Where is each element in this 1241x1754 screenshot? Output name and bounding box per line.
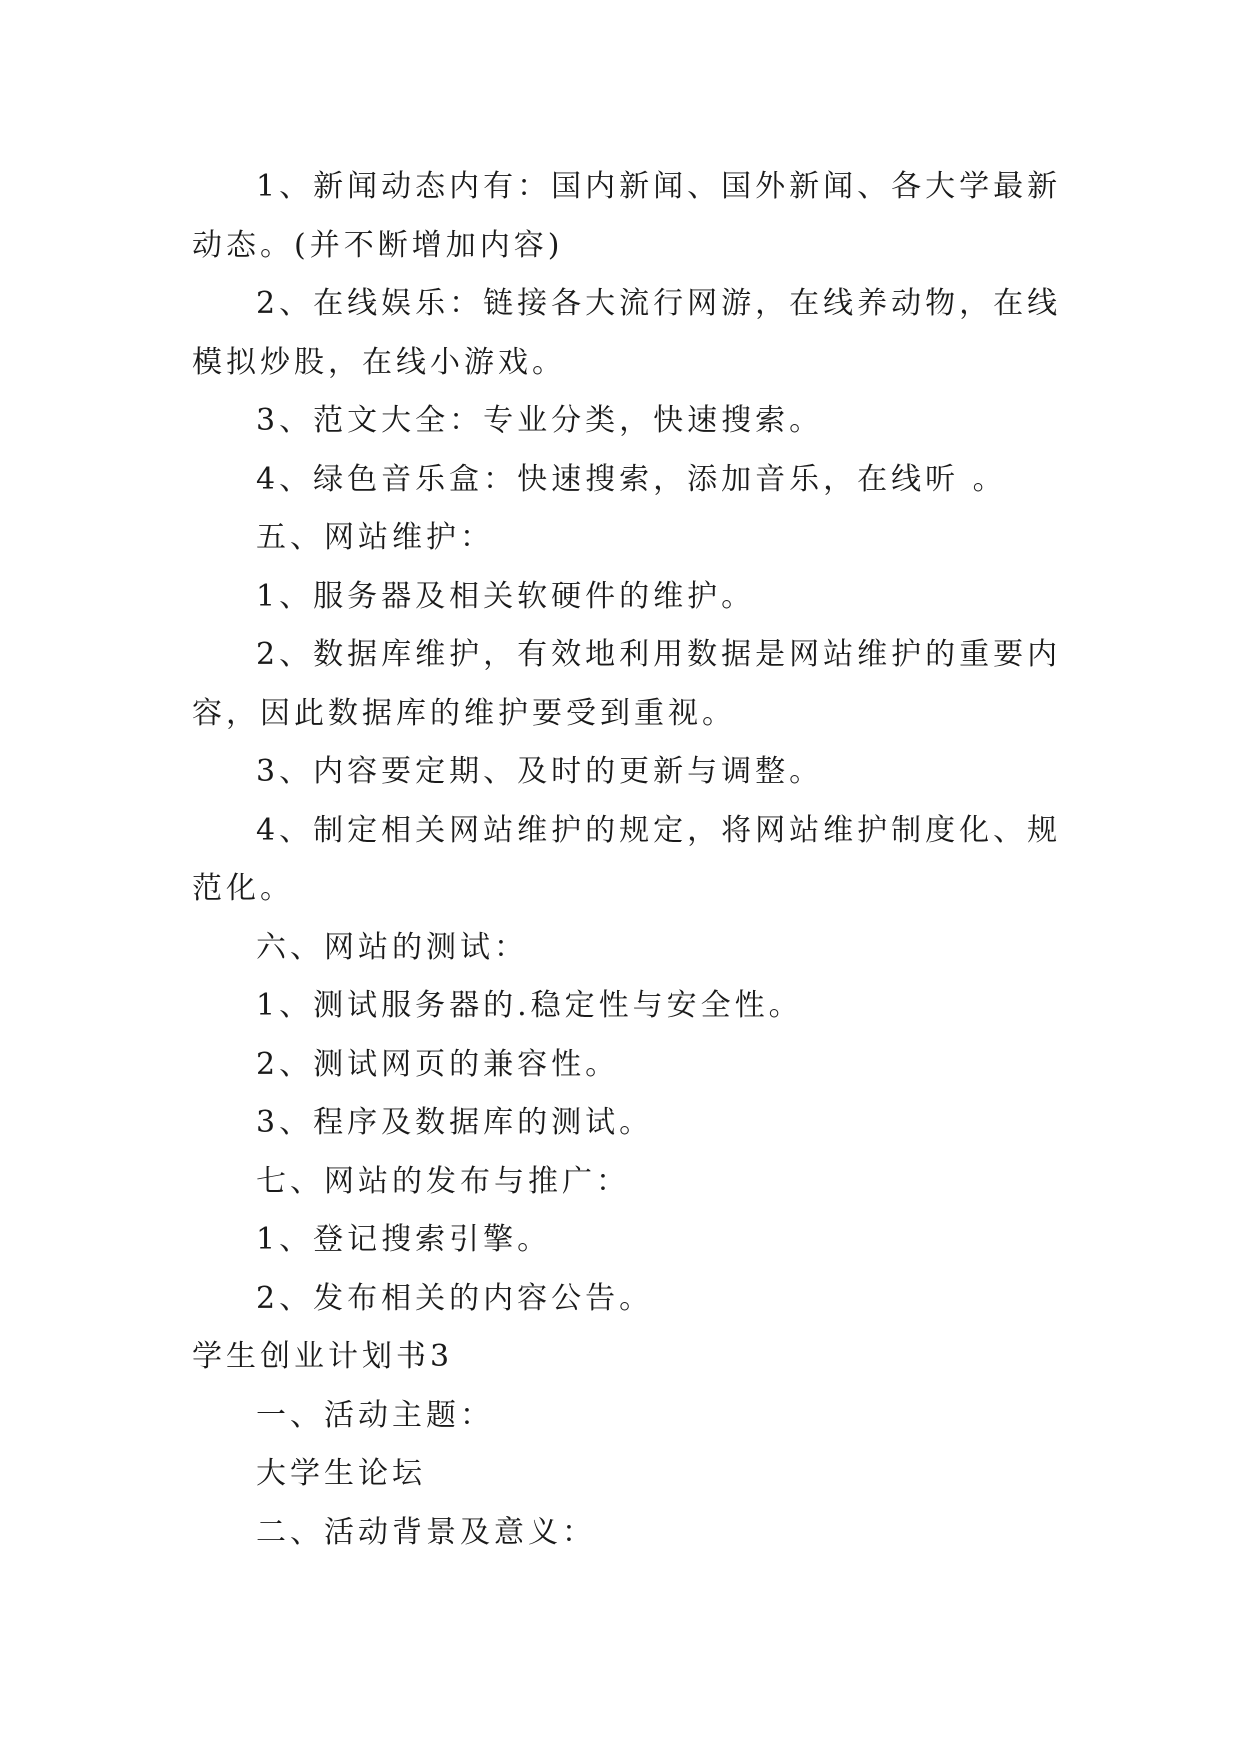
paragraph-music-box: 4、绿色音乐盒：快速搜索，添加音乐，在线听 。 <box>256 461 1007 497</box>
paragraph-server-maintenance: 1、服务器及相关软硬件的维护。 <box>256 578 756 614</box>
paragraph-maintenance-rules: 4、制定相关网站维护的规定，将网站维护制度化、规范化。 <box>192 812 1062 906</box>
heading-activity-theme: 一、活动主题： <box>256 1397 494 1433</box>
heading-activity-background: 二、活动背景及意义： <box>256 1514 596 1550</box>
heading-site-maintenance: 五、网站维护： <box>256 520 494 555</box>
heading-site-testing: 六、网站的测试： <box>256 929 528 965</box>
paragraph-database-testing: 3、程序及数据库的测试。 <box>256 1105 654 1140</box>
paragraph-forum-name: 大学生论坛 <box>256 1456 426 1491</box>
paragraph-essay-collection: 3、范文大全：专业分类，快速搜索。 <box>256 403 824 438</box>
paragraph-search-engine-registration: 1、登记搜索引擎。 <box>256 1222 552 1257</box>
paragraph-server-testing: 1、测试服务器的.稳定性与安全性。 <box>256 988 803 1023</box>
paragraph-content-announcement: 2、发布相关的内容公告。 <box>256 1280 654 1316</box>
section-title: 学生创业计划书3 <box>192 1339 454 1374</box>
paragraph-online-entertainment: 2、在线娱乐：链接各大流行网游，在线养动物，在线模拟炒股，在线小游戏。 <box>192 286 1062 380</box>
paragraph-content-updates: 3、内容要定期、及时的更新与调整。 <box>256 754 824 789</box>
paragraph-compatibility-testing: 2、测试网页的兼容性。 <box>256 1046 620 1082</box>
paragraph-news-section: 1、新闻动态内有：国内新闻、国外新闻、各大学最新动态。(并不断增加内容) <box>192 169 1062 263</box>
document-body <box>192 158 1062 1562</box>
heading-site-release: 七、网站的发布与推广： <box>256 1163 630 1199</box>
paragraph-database-maintenance: 2、数据库维护，有效地利用数据是网站维护的重要内容，因此数据库的维护要受到重视。 <box>192 637 1062 731</box>
